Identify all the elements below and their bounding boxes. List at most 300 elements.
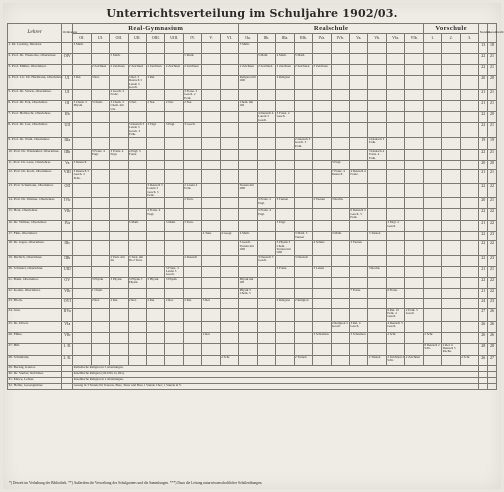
lesson-cell xyxy=(368,90,386,101)
teacher-name xyxy=(8,343,62,355)
lesson-cell xyxy=(146,321,164,332)
lesson-cell xyxy=(110,198,128,209)
lesson-cell: 3 Rel. xyxy=(202,298,220,308)
lesson-cell xyxy=(460,343,479,355)
lesson-cell xyxy=(368,298,386,308)
lesson-cell xyxy=(350,43,368,54)
lesson-cell: 2 Zeichnen xyxy=(183,65,201,76)
lesson-cell: 3 Turnen xyxy=(276,198,294,209)
lesson-cell xyxy=(220,101,239,112)
lesson-cell xyxy=(128,232,146,241)
teacher-label: Prof. Dr. Koch, Oberlehrer. xyxy=(13,169,52,174)
lesson-cell: 2 Schr. xyxy=(460,355,479,365)
lesson-cell xyxy=(386,161,404,170)
lesson-cell xyxy=(350,298,368,308)
lesson-cell xyxy=(294,343,312,355)
lesson-cell: 3 Math. xyxy=(165,221,183,232)
teacher-name xyxy=(8,298,62,308)
lesson-cell xyxy=(73,343,91,355)
lesson-cell xyxy=(220,123,239,138)
lesson-cell xyxy=(202,209,220,221)
lesson-cell xyxy=(350,343,368,355)
lesson-cell xyxy=(110,209,128,221)
lesson-cell xyxy=(313,343,331,355)
hours-cell: 22 xyxy=(479,209,488,221)
class-header: Vb. xyxy=(368,34,386,43)
lesson-cell xyxy=(423,198,441,209)
lesson-cell xyxy=(423,298,441,308)
lesson-cell: 2 Turnen xyxy=(313,198,331,209)
lesson-cell: 2 Schr. xyxy=(386,332,404,343)
lesson-cell xyxy=(110,184,128,198)
lesson-cell xyxy=(386,112,404,123)
lesson-cell xyxy=(73,138,91,150)
lesson-cell xyxy=(257,43,275,54)
lesson-cell xyxy=(91,221,109,232)
lesson-cell xyxy=(91,321,109,332)
lesson-cell: 4 Deutsch 3 Gesch. xyxy=(386,321,404,332)
ordinarius-cell: IVb xyxy=(62,198,73,209)
lesson-cell xyxy=(165,43,183,54)
lesson-cell: 5 Math. xyxy=(128,221,146,232)
lesson-cell xyxy=(405,90,424,101)
lesson-cell xyxy=(331,112,349,123)
lesson-cell: 2 Zeichnen xyxy=(239,65,257,76)
lesson-cell xyxy=(368,43,386,54)
lesson-cell xyxy=(220,76,239,90)
teacher-name xyxy=(8,198,62,209)
lesson-cell xyxy=(128,355,146,365)
lesson-cell xyxy=(386,255,404,266)
row-number: 17. xyxy=(8,231,13,236)
lesson-cell: 4 Turn. xyxy=(202,232,220,241)
lesson-cell: 2 Zeichnen xyxy=(313,65,331,76)
total-cell: 26 xyxy=(488,308,497,321)
ordinarius-cell: OV xyxy=(62,277,73,288)
lesson-cell xyxy=(202,184,220,198)
lesson-cell: 3 Schreiben xyxy=(350,332,368,343)
lesson-cell xyxy=(442,138,460,150)
lesson-cell: Physik mit OII xyxy=(239,277,257,288)
table-row xyxy=(8,198,497,209)
teacher-name xyxy=(8,332,62,343)
lesson-cell: 2 Gesch. 3 Franz. xyxy=(110,90,128,101)
total-cell: 20 xyxy=(488,76,497,90)
lesson-cell xyxy=(202,343,220,355)
lesson-cell xyxy=(165,90,183,101)
row-number: 32. xyxy=(8,382,13,387)
lesson-cell xyxy=(423,288,441,298)
lesson-cell xyxy=(442,101,460,112)
lesson-cell: 5 Math. xyxy=(110,54,128,65)
lesson-cell xyxy=(165,255,183,266)
lesson-cell xyxy=(202,65,220,76)
lesson-cell xyxy=(423,150,441,161)
lesson-cell xyxy=(257,266,275,277)
lesson-cell xyxy=(442,184,460,198)
lesson-cell xyxy=(73,90,91,101)
lesson-cell xyxy=(91,43,109,54)
ordinarius-cell: OII xyxy=(62,184,73,198)
lesson-cell xyxy=(220,43,239,54)
lesson-cell xyxy=(331,43,349,54)
lesson-cell: 4 Franz. 4 Engl. xyxy=(146,209,164,221)
lesson-cell xyxy=(442,332,460,343)
lesson-cell xyxy=(460,308,479,321)
lesson-cell xyxy=(386,150,404,161)
lesson-cell xyxy=(331,90,349,101)
ordinarius-cell: UIII xyxy=(62,266,73,277)
row-number: 21. xyxy=(8,276,13,281)
lesson-cell xyxy=(220,161,239,170)
lesson-cell xyxy=(73,241,91,255)
table-row xyxy=(8,277,497,288)
lesson-cell xyxy=(128,184,146,198)
lesson-cell xyxy=(91,138,109,150)
ordinarius-cell: VIb xyxy=(62,209,73,221)
lesson-cell: 3 Schreiben xyxy=(313,332,331,343)
lesson-cell xyxy=(183,355,201,365)
row-number: 2. xyxy=(8,53,12,57)
lesson-cell xyxy=(183,112,201,123)
lesson-cell: 3 Franz. 3 Latein 3 Gesch. xyxy=(165,266,183,277)
teacher-name xyxy=(8,43,62,54)
ordinarius-cell: VIb xyxy=(62,288,73,298)
lesson-cell xyxy=(183,277,201,288)
vorschule-header: Vorschule xyxy=(423,24,478,34)
lesson-cell: 7 Franz. 4 Deutsch xyxy=(331,170,349,184)
lesson-cell xyxy=(257,343,275,355)
row-number: 14. xyxy=(8,197,13,202)
lesson-cell xyxy=(423,138,441,150)
lesson-cell xyxy=(73,184,91,198)
total-cell: 28 xyxy=(488,343,497,355)
lesson-cell: 3 Franz. 2 Engl. xyxy=(257,198,275,209)
lesson-cell: 3 Franz. 2 Gesch. xyxy=(276,112,294,123)
lesson-cell xyxy=(405,184,424,198)
lesson-cell: 2 Religion xyxy=(276,76,294,90)
lesson-cell: 3 Engl. xyxy=(331,161,349,170)
lesson-cell xyxy=(460,112,479,123)
lesson-cell xyxy=(128,161,146,170)
ordinarius-cell: IIIc xyxy=(62,241,73,255)
lesson-cell xyxy=(257,76,275,90)
total-column-header: Gesamtzahl xyxy=(488,24,497,43)
lesson-cell xyxy=(202,355,220,365)
class-header: IVb. xyxy=(331,34,349,43)
lesson-cell xyxy=(165,54,183,65)
lesson-cell: 2 Rel. xyxy=(202,332,220,343)
lesson-cell xyxy=(257,288,275,298)
lesson-cell xyxy=(442,161,460,170)
table-row xyxy=(8,101,497,112)
lesson-cell xyxy=(368,76,386,90)
lesson-cell xyxy=(110,321,128,332)
lesson-cell: 4 Deutsch 3 Erdk. xyxy=(368,138,386,150)
lesson-cell xyxy=(165,343,183,355)
lesson-cell xyxy=(460,321,479,332)
lesson-cell xyxy=(220,221,239,232)
table-row xyxy=(8,298,497,308)
lesson-cell xyxy=(313,209,331,221)
lesson-cell xyxy=(368,54,386,65)
row-number: 29. xyxy=(8,364,13,369)
row-number: 25. xyxy=(8,320,13,325)
total-cell: 22 xyxy=(488,184,497,198)
allocation-table xyxy=(7,23,504,390)
lesson-cell xyxy=(128,198,146,209)
lesson-cell xyxy=(368,184,386,198)
teacher-label: Beckig, Kantor. xyxy=(13,364,36,369)
lesson-cell: 2 Zeichnen xyxy=(91,65,109,76)
lesson-cell: 2 Turn. xyxy=(183,198,201,209)
lesson-cell xyxy=(313,298,331,308)
hours-cell: 22 xyxy=(479,241,488,255)
table-row xyxy=(8,43,497,54)
class-header: UIII. xyxy=(165,34,183,43)
lesson-cell xyxy=(165,288,183,298)
ordinarius-cell: VIII xyxy=(62,170,73,184)
lesson-cell xyxy=(202,43,220,54)
spanning-note: Katholische Religion in 3 Abteilungen. xyxy=(73,365,479,371)
lesson-cell xyxy=(331,221,349,232)
lesson-cell: 2 Erdk. 3 Gesch. xyxy=(405,308,424,321)
lesson-cell xyxy=(294,332,312,343)
lesson-cell: 3 Engl. xyxy=(276,221,294,232)
lesson-cell xyxy=(442,150,460,161)
lesson-cell xyxy=(165,170,183,184)
lesson-cell xyxy=(146,221,164,232)
lesson-cell xyxy=(128,90,146,101)
lesson-cell xyxy=(183,232,201,241)
row-number: 7. xyxy=(8,111,12,116)
lesson-cell xyxy=(460,298,479,308)
lesson-cell xyxy=(460,198,479,209)
lesson-cell xyxy=(386,123,404,138)
lesson-cell xyxy=(294,43,312,54)
lesson-cell xyxy=(442,266,460,277)
teacher-name xyxy=(8,308,62,321)
lesson-cell xyxy=(386,65,404,76)
hours-column-header: Stunden xyxy=(479,24,488,43)
lesson-cell xyxy=(183,138,201,150)
lesson-cell xyxy=(331,138,349,150)
lesson-cell xyxy=(276,355,294,365)
teacher-label: Prof. Dr. Wiedekind, Oberlehrer. xyxy=(13,149,60,154)
hours-cell: 26 xyxy=(479,355,488,365)
lesson-cell xyxy=(423,232,441,241)
lesson-cell xyxy=(442,232,460,241)
lesson-cell xyxy=(313,76,331,90)
lesson-cell: 7 Franz. xyxy=(350,288,368,298)
lesson-cell: 3 Math. 3 Turnen xyxy=(294,232,312,241)
lesson-cell xyxy=(239,321,257,332)
row-number: 18. xyxy=(8,240,13,245)
lesson-cell xyxy=(294,266,312,277)
lesson-cell xyxy=(257,150,275,161)
class-header: IIIa. xyxy=(276,34,294,43)
lesson-cell xyxy=(73,221,91,232)
lesson-cell xyxy=(442,112,460,123)
lesson-cell xyxy=(368,161,386,170)
teacher-label: Prof. Dr. Jost, Oberlehrer. xyxy=(11,122,48,127)
lesson-cell xyxy=(423,123,441,138)
lesson-cell xyxy=(460,184,479,198)
teacher-name xyxy=(8,255,62,266)
lesson-cell xyxy=(220,170,239,184)
lesson-cell xyxy=(91,241,109,255)
hours-cell: 22 xyxy=(479,112,488,123)
lesson-cell xyxy=(442,277,460,288)
lesson-cell: 3 Chem. 3 Chem. mit UIe xyxy=(110,101,128,112)
lesson-cell xyxy=(442,355,460,365)
lesson-cell xyxy=(165,308,183,321)
hours-cell: 13 xyxy=(479,43,488,54)
lesson-cell: 4 Engl. 3 Franz. xyxy=(128,150,146,161)
teacher-name xyxy=(8,321,62,332)
lesson-cell xyxy=(313,112,331,123)
lesson-cell xyxy=(294,170,312,184)
row-number: 20. xyxy=(8,265,13,270)
class-header: 3. xyxy=(460,34,479,43)
lesson-cell xyxy=(202,198,220,209)
lesson-cell xyxy=(313,90,331,101)
lesson-cell xyxy=(313,138,331,150)
lesson-cell xyxy=(386,138,404,150)
total-cell: 23 xyxy=(488,255,497,266)
lesson-cell xyxy=(165,198,183,209)
lesson-cell xyxy=(386,184,404,198)
footnotes: *) Derzeit im Verhaltung der Bibliothek. **) Außerdem die Verwaltung des Schulgartens und die Sammlungen. ***) Dazu die Leitung naturwissenschaftlicher Schülerübungen. xyxy=(9,481,263,485)
hours-cell: 21 xyxy=(479,266,488,277)
hours-cell: 22 xyxy=(479,255,488,266)
lesson-cell xyxy=(423,266,441,277)
lesson-cell xyxy=(128,170,146,184)
total-cell: 26 xyxy=(488,332,497,343)
total-cell: 18 xyxy=(488,43,497,54)
lesson-cell xyxy=(423,321,441,332)
lesson-cell xyxy=(128,343,146,355)
teacher-name xyxy=(8,266,62,277)
lesson-cell xyxy=(146,54,164,65)
lesson-cell xyxy=(350,255,368,266)
lesson-cell xyxy=(183,321,201,332)
lesson-cell xyxy=(73,150,91,161)
lesson-cell xyxy=(276,288,294,298)
lesson-cell xyxy=(405,232,424,241)
ordinarius-cell: 2. R. xyxy=(62,355,73,365)
lesson-cell xyxy=(220,288,239,298)
lesson-cell xyxy=(442,298,460,308)
table-row xyxy=(8,308,497,321)
row-number: 15. xyxy=(8,208,13,213)
lesson-cell xyxy=(294,209,312,221)
lesson-cell xyxy=(257,277,275,288)
class-header: IV. xyxy=(183,34,201,43)
row-number: 27. xyxy=(8,342,13,347)
lesson-cell xyxy=(423,221,441,232)
lesson-cell xyxy=(110,355,128,365)
lesson-cell: 2 Zeichnen xyxy=(146,65,164,76)
lesson-cell xyxy=(146,112,164,123)
lesson-cell: 3 Franz. xyxy=(276,266,294,277)
lesson-cell xyxy=(386,54,404,65)
lesson-cell xyxy=(405,255,424,266)
hours-cell: 22 xyxy=(479,232,488,241)
lesson-cell: 3 Deutsch xyxy=(73,161,91,170)
row-number: 10. xyxy=(8,149,13,154)
lesson-cell: 3 Rechn. xyxy=(368,266,386,277)
lesson-cell xyxy=(405,241,424,255)
lesson-cell xyxy=(313,288,331,298)
lesson-cell xyxy=(276,209,294,221)
realschule-header: Realschule xyxy=(239,24,424,34)
lesson-cell xyxy=(350,54,368,65)
lesson-cell xyxy=(405,298,424,308)
lesson-cell: 3 Engl. 2 Gesch. xyxy=(386,221,404,232)
lesson-cell xyxy=(73,65,91,76)
lesson-cell: Physik 3 Chem. 3 xyxy=(239,288,257,298)
lesson-cell xyxy=(220,209,239,221)
lesson-cell xyxy=(460,43,479,54)
lesson-cell: 2 Nat. xyxy=(183,101,201,112)
lesson-cell xyxy=(423,308,441,321)
lesson-cell: 2 Nat. xyxy=(146,101,164,112)
lesson-cell xyxy=(368,277,386,288)
teacher-label: Dr. Ulbert. xyxy=(13,320,29,325)
lesson-cell xyxy=(220,255,239,266)
lesson-cell xyxy=(91,123,109,138)
teacher-label: Balm, Oberlehrer. xyxy=(13,276,39,281)
lesson-cell xyxy=(386,198,404,209)
lesson-cell xyxy=(313,308,331,321)
teacher-name xyxy=(8,90,62,101)
lesson-cell: 3 Deutsch 3 Gesch. 3 Erdk. xyxy=(73,170,91,184)
lesson-cell: 3 Physik 3 Physik xyxy=(128,277,146,288)
lesson-cell xyxy=(91,266,109,277)
teacher-name xyxy=(8,288,62,298)
row-number: 30. xyxy=(8,370,13,375)
lesson-cell xyxy=(294,308,312,321)
lesson-cell xyxy=(73,54,91,65)
lesson-cell: 2 Rel. xyxy=(110,298,128,308)
lesson-cell xyxy=(183,170,201,184)
lesson-cell xyxy=(220,112,239,123)
teacher-label: Schumann. xyxy=(13,354,30,359)
lesson-cell xyxy=(294,150,312,161)
lesson-cell xyxy=(331,241,349,255)
lesson-cell xyxy=(257,161,275,170)
row-number: 8. xyxy=(8,122,12,127)
lesson-cell xyxy=(442,308,460,321)
lesson-cell xyxy=(405,209,424,221)
lesson-cell: 2 Religion xyxy=(294,298,312,308)
realgymnasium-header: Real-Gymnasium xyxy=(73,24,239,34)
lesson-cell: 2 Zeichnen xyxy=(276,65,294,76)
lesson-cell xyxy=(423,112,441,123)
lesson-cell xyxy=(220,184,239,198)
lesson-cell xyxy=(276,43,294,54)
teacher-name xyxy=(8,76,62,90)
teacher-name xyxy=(8,54,62,65)
teacher-label: Diebich, Oberlehrer. xyxy=(13,254,43,259)
lesson-cell xyxy=(91,355,109,365)
lesson-cell xyxy=(313,277,331,288)
lesson-cell xyxy=(460,90,479,101)
lesson-cell xyxy=(183,266,201,277)
lesson-cell xyxy=(423,90,441,101)
lesson-cell: 3 Latein xyxy=(313,266,331,277)
